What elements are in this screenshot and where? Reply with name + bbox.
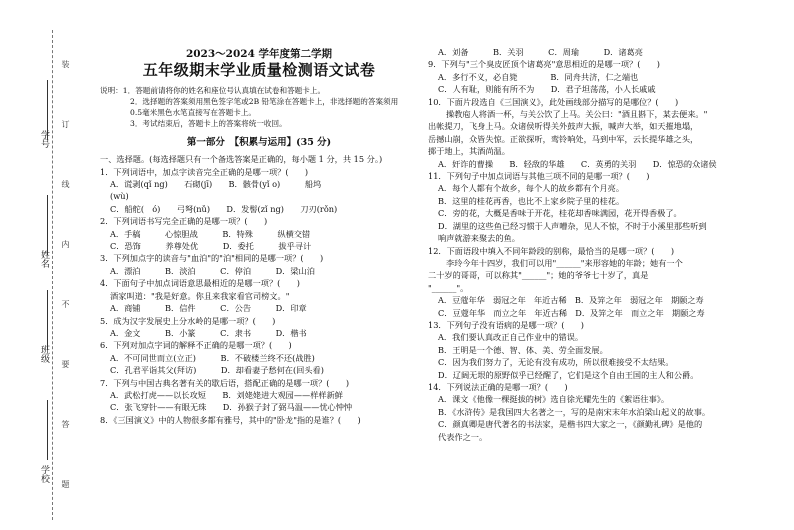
question-line: 6．下列对加点字词的解释不正确的是哪一项？( )	[100, 340, 292, 351]
question-line: 响声就游来聚去的鱼。	[438, 233, 520, 244]
instructions	[100, 85, 418, 129]
question-line: 二十岁的哥哥，可以称其"______"；她的爷爷七十岁了，真是	[428, 270, 649, 281]
question-line: A．手稿 心惊胆战 B．特殊 纵横交错	[110, 228, 311, 239]
note-line: 3．考试结束后，答题卡上的答案将统一收回。	[130, 118, 287, 128]
binding-char: 装	[61, 60, 70, 68]
question-line: 操教庖人将酒一杯，与关公饮了上马。关公曰："酒且斟下，某去便来。"	[446, 109, 708, 120]
question-line: A．商铺 B．信件 C．公告 D．印章	[110, 303, 307, 314]
question-line: A．金文 B．小篆 C．隶书 D．楷书	[110, 327, 307, 338]
note-line: 2．选择题的答案须用黑色签字笔或2B 铅笔涂在答题卡上，非选择题的答案须用	[130, 96, 399, 106]
question-line: 3．下列加点字的读音与"血泊"的"泊"相同的是哪一项？( )	[100, 253, 324, 264]
question-line: 酒家叫道："我是好意。你且来我家看官司榜文。"	[110, 290, 290, 301]
note-line: 说明：1．答题前请将你的姓名和座位号认真填在试卷和答题卡上。	[100, 85, 326, 95]
question-line: C．孔君平诣其父(拜访) D．却看妻子愁何在(回头看)	[110, 365, 324, 376]
question-line: A．刘备 B．关羽 C．周瑜 D．诸葛亮	[438, 47, 643, 57]
question-line: 9．下列与"三个臭皮匠顶个诸葛亮"意思相近的是哪一项？( )	[428, 59, 661, 70]
binding-margin	[0, 0, 86, 530]
question-line: A．每个人都有个故乡，每个人的故乡都有个月亮。	[438, 183, 625, 194]
question-line: A．豆蔻年华 弱冠之年 年近古稀 B．及笄之年 弱冠之年 期颐之寿	[438, 295, 704, 306]
question-line: C．颜真卿是唐代著名的书法家，是楷书四大家之一，《颜勤礼碑》是他的	[438, 419, 703, 430]
binding-char: 不	[61, 300, 70, 308]
question-line: 7．下列与中国古典名著有关的歇后语，搭配正确的是哪一项？( )	[100, 377, 350, 388]
question-line: A．不可同世而立(立正) B．不破楼兰终不还(战胜)	[110, 352, 315, 363]
question-line: D．湖里的这些鱼已经习惯于人声嘈杂，见人不惊，不时于小溪里那些听到	[438, 220, 707, 231]
question-line: B．王明是一个德、智、体、美、劳全面发展。	[438, 344, 608, 355]
question-line: 2．下列词语书写完全正确的是哪一项？( )	[100, 216, 268, 227]
student-id-blank[interactable]	[47, 80, 48, 140]
question-line: 11．下列句子中加点词语与其他三项不同的是哪一项？( )	[428, 171, 650, 182]
question-line: C．人有耻，则能有所不为 D．君子坦荡荡，小人长戚戚	[438, 84, 656, 95]
question-line: 8．《三国演义》中的人物很多都有雅号，其中的"卧龙"指的是谁？( )	[100, 414, 361, 425]
school-blank[interactable]	[47, 400, 48, 460]
exam-title: 五年级期末学业质量检测语文试卷	[142, 61, 376, 80]
question-line: C．恐饰 养尊处优 D．委托 拔乎寻计	[110, 241, 312, 252]
question-line: C．船舵( ó) 弓弩(nǔ) D．发髻(zǐ ng) 刀刃(rǒn)	[110, 203, 338, 214]
question-line: B．这里的桂花再香，也比不上家乡院子里的桂花。	[438, 195, 625, 206]
binding-line	[52, 30, 53, 520]
question-line: 代表作之一。	[438, 431, 488, 442]
question-line: C．旁的花，大概是香味于开花，桂花却香味满园，花开得香极了。	[438, 208, 682, 219]
question-line: D．辽阔无垠的原野似乎已经醒了，它们是这个自由王国的主人和公爵。	[438, 369, 699, 380]
binding-char: 订	[61, 120, 70, 128]
class-label: 班级	[39, 345, 49, 363]
question-line: 1．下列词语中，加点字读音完全正确的是哪一项？( )	[100, 166, 309, 177]
name-label: 姓名	[39, 250, 49, 268]
question-line: A．漂泊 B．淡泊 C．停泊 D．梁山泊	[110, 265, 315, 276]
question-line: 12．下面语段中填入不同年龄段的别称，最恰当的是哪一项？( )	[428, 245, 675, 256]
binding-char: 答	[61, 420, 70, 428]
question-line: C．豆蔻年华 而立之年 年近古稀 D．及笄之年 而立之年 期颐之寿	[438, 307, 705, 318]
question-line: C．张飞穿针——有眼无珠 D．孙猴子封了弼马温——忧心忡忡	[110, 402, 353, 413]
question-line: "______"。	[428, 282, 469, 293]
note-line: 0.5毫米黑色水笔直接写在答题卡上。	[130, 107, 256, 117]
binding-char: 线	[61, 180, 70, 188]
binding-char: 要	[61, 360, 70, 368]
question-line: B．《水浒传》是我国四大名著之一，写的是南宋末年水泊梁山起义的故事。	[438, 406, 711, 417]
class-blank[interactable]	[47, 290, 48, 350]
section-heading: 一、选择题。(每选择题只有一个备选答案是正确的，每小题 1 分，共 15 分。)	[100, 154, 383, 165]
question-line: C．因为我们努力了，无论有没有成功，所以很难接受不太结果。	[438, 357, 674, 368]
question-line: 李玲今年十四岁，我们可以用"______"来形容她的年龄；她有一个	[446, 257, 683, 268]
school-label: 学校	[39, 465, 49, 483]
name-blank[interactable]	[47, 195, 48, 255]
question-line: 5．成为汉字发展史上分水岭的是哪一项？( )	[100, 315, 276, 326]
exam-year: 2023～2024 学年度第二学期	[185, 48, 333, 60]
question-line: 4．下面句子中加点词语意思最相近的是哪一项？( )	[100, 278, 300, 289]
question-line: A．奸诈的曹操 B．轻敌的华雄 C．英勇的关羽 D．惊恐的众诸侯	[438, 158, 717, 169]
question-line: (wù)	[110, 191, 129, 202]
question-line: 岳撼山崩，众皆失惊。正欲探听，鸾铃响处，马到中军，云长提华雄之头，	[428, 133, 699, 144]
right-questions	[428, 46, 788, 443]
question-line: A．多行不义，必自毙 B．同舟共济，仁之端也	[438, 71, 639, 82]
question-line: 10．下面片段选自《三国演义》，此处画线部分描写的是哪位？( )	[428, 96, 679, 107]
question-line: 掷于地上，其酒尚温。	[428, 146, 510, 157]
student-id-label: 学号	[39, 130, 49, 148]
question-line: 14．下列说法正确的是哪一项？( )	[428, 381, 568, 392]
question-line: A．我们要认真改正自己作业中的错误。	[438, 332, 584, 343]
binding-char: 内	[61, 240, 70, 248]
binding-char: 题	[61, 480, 70, 488]
question-line: 出帐提刀，飞身上马。众诸侯听得关外鼓声大振，喊声大举，如天摧地塌，	[428, 121, 699, 132]
question-line: A．武松打虎——以长攻短 B．刘姥姥进大观园——样样新鲜	[110, 389, 343, 400]
left-column	[100, 0, 418, 426]
question-line: A．课文《他像一棵挺拔的树》选自徐光耀先生的《絮语往事》。	[438, 394, 670, 405]
question-line: 13．下列句子没有语病的是哪一项？( )	[428, 319, 584, 330]
left-questions	[100, 166, 418, 427]
right-column	[428, 0, 788, 443]
question-line: A．谎剥(qǐ ng) 石砌(jī) B．骸骨(yǐ o) 船坞	[110, 179, 322, 190]
part-heading: 第一部分 【积累与运用】(35 分)	[186, 136, 332, 148]
